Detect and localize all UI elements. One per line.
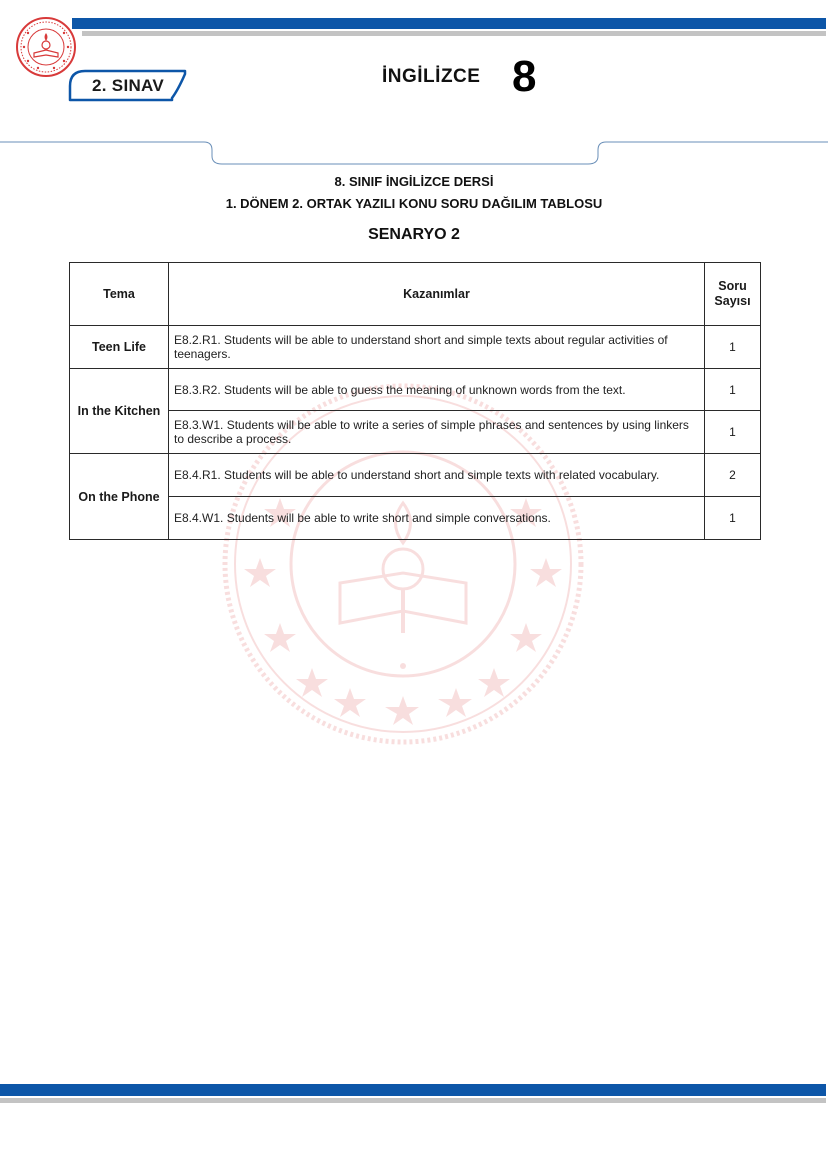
document-title-line1: 8. SINIF İNGİLİZCE DERSİ [334,174,494,189]
exam-number-tag [68,68,188,102]
soru-count-cell: 1 [705,369,761,411]
topic-distribution-table [69,262,761,540]
table-header-row [70,263,761,326]
header-soru-sayisi [705,263,761,326]
table-row [70,326,761,369]
kazanim-cell: E8.3.W1. Students will be able to write a series of simple phrases and sentences by using linkers to describe a process. [169,411,705,454]
soru-count-cell: 1 [705,497,761,540]
tema-cell: Teen Life [70,326,169,369]
header-soru-sayisi-label: Soru Sayısı [714,279,751,308]
header-blue-bar [72,18,826,29]
table-row [70,411,761,454]
table-row [70,497,761,540]
header-gray-bar [82,31,826,36]
grade-number: 8 [512,52,537,101]
table-row [70,369,761,411]
soru-count-cell: 1 [705,326,761,369]
scenario-title: SENARYO 2 [368,226,460,243]
table-row [70,454,761,497]
footer-blue-bar [0,1084,826,1096]
tema-cell: In the Kitchen [70,369,169,454]
header-tema: Tema [70,263,169,326]
document-title-line2: 1. DÖNEM 2. ORTAK YAZILI KONU SORU DAĞILIM TABLOSU [225,196,603,211]
footer-gray-bar [0,1098,826,1103]
kazanim-cell: E8.2.R1. Students will be able to understand short and simple texts about regular activities of teenagers. [169,326,705,369]
header-kazanimlar: Kazanımlar [169,263,705,326]
soru-count-cell: 2 [705,454,761,497]
kazanim-cell: E8.3.R2. Students will be able to guess the meaning of unknown words from the text. [169,369,705,411]
kazanim-cell: E8.4.W1. Students will be able to write short and simple conversations. [169,497,705,540]
exam-label: 2. SINAV [92,76,164,95]
kazanim-cell: E8.4.R1. Students will be able to understand short and simple texts with related vocabulary. [169,454,705,497]
header-divider [0,120,828,168]
subject-title: İNGİLİZCE [382,66,481,87]
tema-cell: On the Phone [70,454,169,540]
soru-count-cell: 1 [705,411,761,454]
